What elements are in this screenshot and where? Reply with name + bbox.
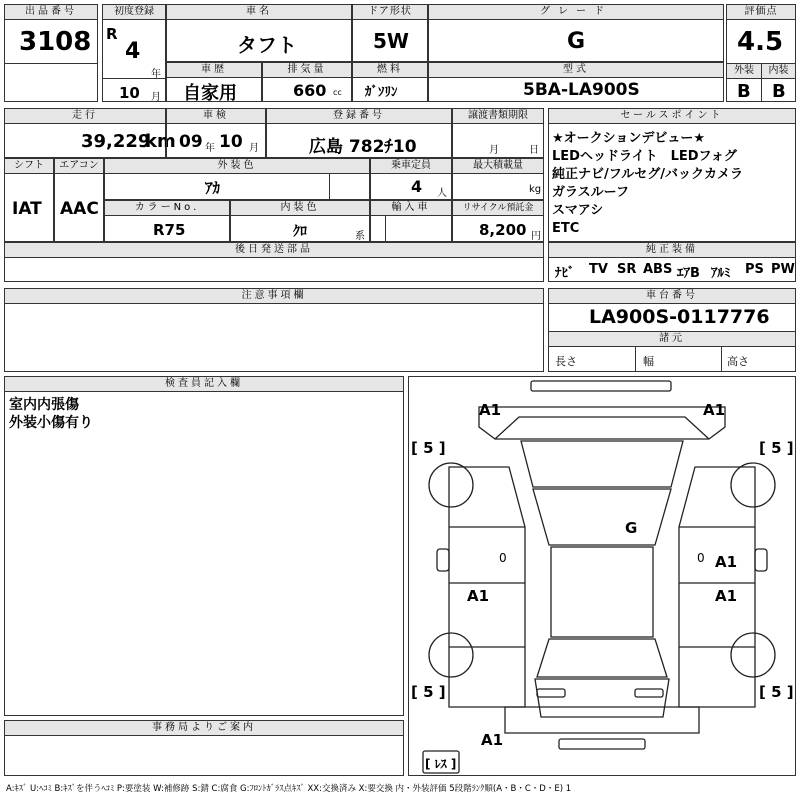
mark-spare: [ ﾚｽ ] — [425, 757, 457, 771]
door-value: 5W — [373, 29, 409, 53]
score-label: 評価点 — [727, 5, 795, 20]
sales-point: LEDヘッドライト LEDフォグ — [552, 149, 737, 164]
mark-right-door-front: A1 — [715, 553, 738, 571]
load-unit: kg — [529, 184, 542, 195]
transfer-day-unit: 日 — [529, 145, 539, 156]
shift-label: シフト — [5, 159, 53, 174]
fuel-value: ｶﾞｿﾘﾝ — [365, 85, 398, 100]
mark-left-door-front: A1 — [467, 587, 490, 605]
inspector-line: 外装小傷有り — [9, 415, 93, 431]
grade-box — [428, 4, 724, 62]
grade-label: グレード — [429, 5, 723, 20]
mileage-unit: km — [145, 131, 176, 152]
mark-tire-fl: [ 5 ] — [411, 439, 446, 457]
legend: A:ｷｽﾞ U:ﾍｺﾐ B:ｷｽﾞを伴うﾍｺﾐ P:要塗装 W:補修跡 S:錆 C:腐食 G:ﾌﾛﾝﾄｶﾞﾗｽ点ｷｽﾞ XX:交換済み X:要交換 内・外装評価 5段階ﾗﾝｸ順(A・B・C・D・E) 1 — [6, 784, 572, 794]
equipment-item: ｱﾙﾐ — [711, 266, 731, 281]
later-parts-box — [4, 242, 544, 282]
history-box — [166, 62, 262, 102]
load-box — [452, 158, 544, 200]
dims-label: 諸元 — [549, 331, 795, 347]
equipment-item: PW — [771, 262, 795, 277]
shift-box — [4, 158, 54, 242]
ext-color-label: 外装色 — [105, 159, 369, 174]
score-value: 4.5 — [737, 27, 784, 57]
model-value: 5BA-LA900S — [523, 80, 640, 100]
history-value: 自家用 — [183, 83, 237, 104]
int-color-label: 内装色 — [231, 201, 369, 216]
car-diagram — [408, 376, 796, 776]
fuel-label: 燃料 — [353, 63, 427, 78]
recycle-label: リサイクル預託金 — [453, 201, 543, 216]
equipment-item: ｴｱB — [677, 266, 700, 281]
lot-box — [4, 4, 98, 102]
inspection-box — [166, 108, 266, 158]
car-outline — [409, 377, 795, 775]
import-box — [370, 200, 452, 242]
recycle-unit: 円 — [531, 231, 541, 242]
equipment-item: ABS — [643, 262, 673, 277]
first-reg-label: 初度登録 — [103, 5, 165, 20]
equipment-box — [548, 242, 796, 282]
door-label: ドア形状 — [353, 5, 427, 20]
first-reg-year: 4 — [125, 39, 141, 64]
first-reg-era: R — [106, 25, 118, 43]
mark-tire-fr: [ 5 ] — [759, 439, 794, 457]
aircon-value: AAC — [60, 199, 99, 219]
displacement-value: 660 — [293, 81, 327, 100]
displacement-unit: cc — [333, 88, 342, 97]
ext-score-label: 外装 — [727, 64, 762, 79]
color-no-box — [104, 200, 230, 242]
load-label: 最大積載量 — [453, 159, 543, 174]
sales-points-label: セールスポイント — [549, 109, 795, 124]
inspector-label: 検査員記入欄 — [5, 377, 403, 392]
score-box — [726, 4, 796, 102]
int-color-unit: 系 — [355, 231, 365, 242]
office-label: 事務局よりご案内 — [5, 721, 403, 736]
capacity-box — [370, 158, 452, 200]
capacity-label: 乗車定員 — [371, 159, 451, 174]
sales-point: ETC — [552, 221, 580, 236]
first-reg-month: 10 — [119, 84, 140, 102]
shift-value: IAT — [12, 199, 42, 219]
equipment-label: 純正装備 — [549, 243, 795, 258]
int-color-box — [230, 200, 370, 242]
ext-color-box — [104, 158, 370, 200]
displacement-box — [262, 62, 352, 102]
model-label: 型式 — [429, 63, 723, 78]
mark-zero-right: 0 — [697, 551, 705, 565]
inspection-month-unit: 月 — [249, 143, 259, 154]
import-label: 輸入車 — [371, 201, 451, 216]
sales-point: スマアシ — [552, 203, 604, 218]
inspection-year-unit: 年 — [205, 143, 215, 154]
first-reg-month-unit: 月 — [151, 92, 161, 103]
car-name-label: 車名 — [167, 5, 351, 20]
grade-value: G — [567, 29, 586, 54]
displacement-label: 排気量 — [263, 63, 351, 78]
plate-label: 登録番号 — [267, 109, 451, 124]
lot-label: 出品番号 — [5, 5, 97, 20]
dims-height: 高さ — [727, 355, 749, 368]
dims-length: 長さ — [555, 355, 577, 368]
equipment-item: PS — [745, 262, 764, 277]
first-reg-box — [102, 4, 166, 102]
recycle-value: 8,200 — [479, 221, 527, 239]
transfer-label: 譲渡書類期限 — [453, 109, 543, 124]
int-color-value: ｸﾛ — [293, 224, 307, 240]
mileage-label: 走行 — [5, 109, 165, 124]
first-reg-year-unit: 年 — [151, 69, 161, 80]
office-box — [4, 720, 404, 776]
int-score: B — [772, 81, 786, 102]
equipment-item: TV — [589, 262, 608, 277]
aircon-box — [54, 158, 104, 242]
door-box — [352, 4, 428, 62]
color-no-label: カラーNo. — [105, 201, 229, 216]
mark-front-right: A1 — [703, 401, 726, 419]
ext-score: B — [737, 81, 751, 102]
fuel-box — [352, 62, 428, 102]
dims-width: 幅 — [643, 355, 654, 368]
transfer-month-unit: 月 — [489, 145, 499, 156]
plate-box — [266, 108, 452, 158]
inspector-box — [4, 376, 404, 716]
mark-rear: A1 — [481, 731, 504, 749]
mark-tire-rr: [ 5 ] — [759, 683, 794, 701]
equipment-item: SR — [617, 262, 637, 277]
inspection-year: 09 — [179, 132, 203, 152]
inspector-line: 室内内張傷 — [9, 397, 79, 413]
capacity-unit: 人 — [437, 188, 447, 199]
sales-point: ガラスルーフ — [552, 185, 629, 200]
mark-front-left: A1 — [479, 401, 502, 419]
mark-roof: G — [625, 519, 638, 537]
sales-point: ★オークションデビュー★ — [552, 131, 706, 146]
lot-number: 3108 — [19, 27, 92, 57]
aircon-label: エアコン — [55, 159, 103, 174]
car-name: タフト — [237, 33, 297, 57]
transfer-box — [452, 108, 544, 158]
chassis-number: LA900S-0117776 — [589, 306, 770, 328]
capacity-value: 4 — [411, 177, 423, 196]
mark-tire-rl: [ 5 ] — [411, 683, 446, 701]
inspection-month: 10 — [219, 132, 243, 152]
plate-value: 広島 782ﾁ10 — [309, 137, 417, 157]
sales-point: 純正ナビ/フルセグ/バックカメラ — [552, 167, 743, 182]
later-parts-label: 後日発送部品 — [5, 243, 543, 258]
mark-zero-left: 0 — [499, 551, 507, 565]
mileage-box — [4, 108, 176, 158]
mark-right-door-rear: A1 — [715, 587, 738, 605]
equipment-item: ﾅﾋﾞ — [555, 266, 575, 281]
chassis-box — [548, 288, 796, 372]
notes-label: 注意事項欄 — [5, 289, 543, 304]
recycle-box — [452, 200, 544, 242]
notes-box — [4, 288, 544, 372]
color-no-value: R75 — [153, 221, 186, 239]
car-name-box — [166, 4, 352, 62]
history-label: 車歴 — [167, 63, 261, 78]
chassis-label: 車台番号 — [549, 289, 795, 304]
ext-color-value: ｱｶ — [205, 179, 221, 197]
mileage-value: 39,229 — [81, 131, 151, 152]
int-score-label: 内装 — [762, 64, 795, 79]
inspection-label: 車検 — [167, 109, 265, 124]
model-box — [428, 62, 724, 102]
sales-points-box — [548, 108, 796, 242]
